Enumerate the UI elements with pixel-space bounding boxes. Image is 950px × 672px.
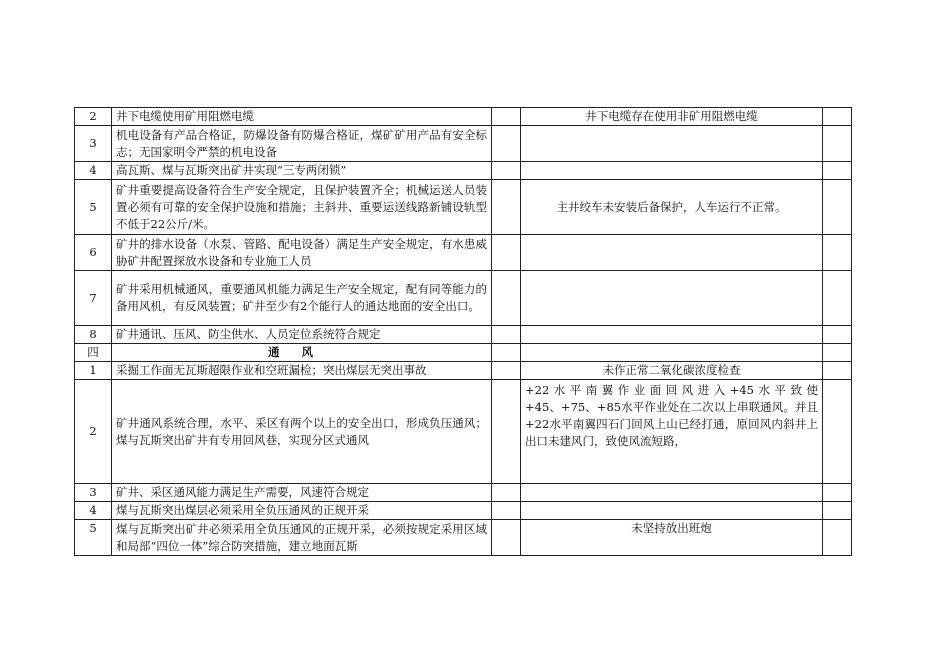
remark-cell: [823, 484, 852, 502]
table-row: [75, 108, 852, 126]
finding-cell: [521, 235, 823, 271]
remark-cell: [823, 502, 852, 520]
blank-cell: [492, 484, 521, 502]
finding-cell: [521, 502, 823, 520]
finding-cell: +22水平南翼作业面回风进入+45水平致使+45、+75、+85水平作业处在二次以上串联通风。并且+22水平南翼四石门回风上山已经打通，原回风内斜井上出口未建风门，致使风流短路，: [521, 380, 823, 484]
blank-cell: [492, 380, 521, 484]
finding-cell: 未作正常二氧化碳浓度检查: [521, 362, 823, 380]
blank-cell: [492, 326, 521, 344]
requirement-cell: 煤与瓦斯突出矿井必须采用全负压通风的正规开采，必须按规定采用区域和局部“四位一体”综合防突措施，建立地面瓦斯: [112, 520, 492, 556]
requirement-cell: 矿井通讯、压风、防尘供水、人员定位系统符合规定: [112, 326, 492, 344]
requirement-cell: 矿井通风系统合理，水平、采区有两个以上的安全出口，形成负压通风；煤与瓦斯突出矿井有专用回风巷，实现分区式通风: [112, 380, 492, 484]
blank-cell: [492, 271, 521, 326]
requirement-cell: 高瓦斯、煤与瓦斯突出矿井实现“三专两闭锁”: [112, 162, 492, 180]
finding-cell: [521, 126, 823, 162]
section-row: [75, 344, 852, 362]
row-number: 4: [75, 502, 112, 520]
table-row: [75, 502, 852, 520]
requirement-cell: 矿井的排水设备（水泵、管路、配电设备）满足生产安全规定，有水患威胁矿井配置探放水设备和专业施工人员: [112, 235, 492, 271]
table-row: [75, 126, 852, 162]
blank-cell: [492, 344, 521, 362]
row-number: 1: [75, 362, 112, 380]
blank-cell: [492, 108, 521, 126]
blank-cell: [492, 235, 521, 271]
row-number: 2: [75, 380, 112, 484]
finding-cell: 主井绞车未安装后备保护，人车运行不正常。: [521, 180, 823, 235]
remark-cell: [823, 126, 852, 162]
finding-cell: [521, 271, 823, 326]
table-row: [75, 326, 852, 344]
requirement-cell: 采掘工作面无瓦斯超限作业和空班漏检；突出煤层无突出事故: [112, 362, 492, 380]
blank-cell: [492, 162, 521, 180]
finding-cell: 未坚持放出班炮: [521, 520, 823, 556]
row-number: 3: [75, 484, 112, 502]
finding-cell: [521, 344, 823, 362]
remark-cell: [823, 380, 852, 484]
row-number: 5: [75, 180, 112, 235]
table-row: [75, 484, 852, 502]
row-number: 8: [75, 326, 112, 344]
remark-cell: [823, 344, 852, 362]
requirement-cell: 矿井重要提高设备符合生产安全规定，且保护装置齐全；机械运送人员装置必须有可靠的安全保护设施和措施；主斜井、重要运送线路新铺设轨型不低于22公斤/米。: [112, 180, 492, 235]
remark-cell: [823, 180, 852, 235]
requirement-cell: 机电设备有产品合格证，防爆设备有防爆合格证，煤矿矿用产品有安全标志；无国家明令严禁的机电设备: [112, 126, 492, 162]
table-row: [75, 271, 852, 326]
finding-cell: [521, 162, 823, 180]
table-row: [75, 162, 852, 180]
finding-cell: [521, 326, 823, 344]
remark-cell: [823, 326, 852, 344]
table-row: [75, 520, 852, 556]
table-row: [75, 235, 852, 271]
section-number: 四: [75, 344, 112, 362]
requirement-cell: 井下电缆使用矿用阻燃电缆: [112, 108, 492, 126]
requirement-cell: 矿井采用机械通风，重要通风机能力满足生产安全规定，配有同等能力的备用风机，有反风装置；矿井至少有2个能行人的通达地面的安全出口。: [112, 271, 492, 326]
remark-cell: [823, 108, 852, 126]
table-row: [75, 180, 852, 235]
remark-cell: [823, 162, 852, 180]
blank-cell: [492, 126, 521, 162]
row-number: 4: [75, 162, 112, 180]
row-number: 7: [75, 271, 112, 326]
finding-cell: [521, 484, 823, 502]
remark-cell: [823, 362, 852, 380]
remark-cell: [823, 271, 852, 326]
section-title: 通风: [112, 344, 492, 362]
row-number: 3: [75, 126, 112, 162]
table-row: [75, 380, 852, 484]
row-number: 6: [75, 235, 112, 271]
requirement-cell: 矿井、采区通风能力满足生产需要，风速符合规定: [112, 484, 492, 502]
blank-cell: [492, 520, 521, 556]
remark-cell: [823, 520, 852, 556]
requirement-cell: 煤与瓦斯突出煤层必须采用全负压通风的正规开采: [112, 502, 492, 520]
blank-cell: [492, 180, 521, 235]
inspection-table: [74, 107, 852, 556]
finding-cell: 井下电缆存在使用非矿用阻燃电缆: [521, 108, 823, 126]
row-number: 2: [75, 108, 112, 126]
table-row: [75, 362, 852, 380]
remark-cell: [823, 235, 852, 271]
row-number: 5: [75, 520, 112, 556]
blank-cell: [492, 362, 521, 380]
blank-cell: [492, 502, 521, 520]
